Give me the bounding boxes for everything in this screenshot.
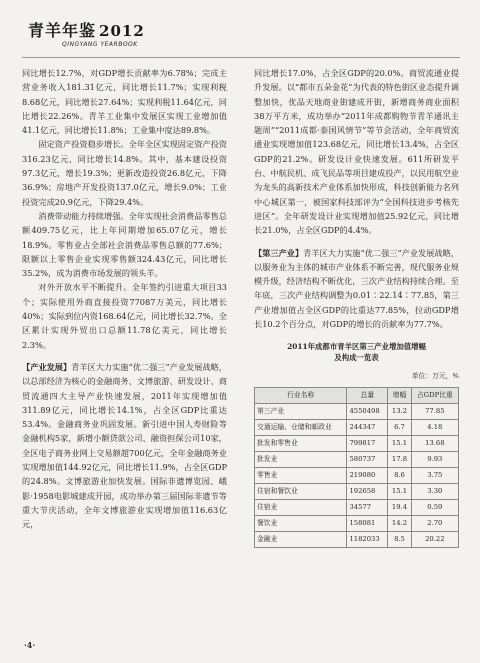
yearbook-logo bbox=[28, 18, 145, 41]
table-row bbox=[255, 435, 459, 451]
table-row bbox=[255, 467, 459, 483]
table-cell: 14.2 bbox=[388, 515, 411, 531]
left-column bbox=[22, 66, 227, 532]
table-row bbox=[255, 419, 459, 435]
table-cell: 580737 bbox=[347, 451, 388, 467]
third-industry-section bbox=[254, 246, 459, 332]
page-number: ·4· bbox=[24, 640, 36, 650]
table-cell: 34577 bbox=[347, 499, 388, 515]
table-row bbox=[255, 451, 459, 467]
table-unit: 单位：万元，% bbox=[411, 372, 459, 381]
industry-table bbox=[254, 387, 459, 548]
table-cell: 17.8 bbox=[388, 451, 411, 467]
table-cell: 13.2 bbox=[388, 403, 411, 419]
table-cell: 8.5 bbox=[388, 531, 411, 547]
table-title bbox=[254, 341, 459, 363]
table-cell: 15.1 bbox=[388, 483, 411, 499]
section-tag: 【第三产业】 bbox=[254, 247, 304, 258]
table-cell: 77.85 bbox=[411, 403, 458, 419]
table-cell: 住宿业 bbox=[255, 499, 347, 515]
table-header-row bbox=[255, 387, 459, 403]
page-header bbox=[22, 10, 462, 56]
table-cell: 19.4 bbox=[388, 499, 411, 515]
table-cell: 15.1 bbox=[388, 435, 411, 451]
table-cell: 3.30 bbox=[411, 483, 458, 499]
brand-name: 青羊年鉴 bbox=[28, 21, 97, 40]
column-header: 总量 bbox=[347, 387, 388, 403]
table-cell: 0.59 bbox=[411, 499, 458, 515]
table-cell: 158081 bbox=[347, 515, 388, 531]
table-cell: 批发和零售业 bbox=[255, 435, 347, 451]
header-divider bbox=[22, 57, 460, 58]
paragraph: 对外开放水平不断提升。全年签约引进重大项目33个；实际使用外商直接投资77087万美元，同比增长40%；实际到位内资168.64亿元，同比增长32.7%。全区累计实现外贸出口总额11.78亿美元，同比增长2.3%。 bbox=[22, 282, 227, 350]
table-cell: 9.93 bbox=[411, 451, 458, 467]
table-cell: 餐饮业 bbox=[255, 515, 347, 531]
table-title-line: 及构成一览表 bbox=[334, 353, 379, 363]
table-cell: 交通运输、仓储和邮政业 bbox=[255, 419, 347, 435]
brand-subtitle: QINGYANG YEARBOOK bbox=[62, 41, 138, 48]
section-text: 青羊区大力实施“优二强三”产业发展战略，以总部经济为核心的金融商务、文博旅游、研发设计、商贸流通四大主导产业快速发展，2011年实现增加值311.89亿元，同比增长14.1%，占全区GDP比重达53.4%。金融商务业巩固发展。新引进中国人寿财险等金融机构5家，新增小额贷款公司、融资担保公司10家，全区电子商务业网上交易额超700亿元，全年金融商务业实现增加值144.92亿元，同比增长11.9%，占全区GDP的24.8%。文博旅游业加快发展。国际非遗博览园、峨影·1958电影城建成开园，成功举办第三届国际非遗节等重大节庆活动，全年文博旅游业实现增加值116.63亿元， bbox=[22, 361, 227, 530]
paragraph: 同比增长12.7%，对GDP增长贡献率为6.78%；完成主营业务收入181.31亿元，同比增长11.7%；实现利税8.68亿元，同比增长27.64%；实现利税11.64亿元，同比增长22.26%。青羊工业集中发展区实现工业增加值41.1亿元，同比增长11.8%；工业集中度达89.8%。 bbox=[22, 68, 227, 136]
table-cell: 金融业 bbox=[255, 531, 347, 547]
table-cell: 799817 bbox=[347, 435, 388, 451]
section-tag: 【产业发展】 bbox=[22, 361, 72, 372]
paragraph: 固定资产投资稳步增长。全年全区实现固定资产投资316.23亿元，同比增长14.8%。其中，基本建设投资97.3亿元，增长19.3%；更新改造投资26.8亿元，下降36.9%；房地产开发投资137.0亿元，增长9.0%；工业投资完成20.9亿元，下降29.4%。 bbox=[22, 139, 227, 207]
table-cell: 219080 bbox=[347, 467, 388, 483]
table-cell: 1182033 bbox=[347, 531, 388, 547]
table-cell: 2.70 bbox=[411, 515, 458, 531]
table-cell: 零售业 bbox=[255, 467, 347, 483]
table-cell: 4550498 bbox=[347, 403, 388, 419]
table-row bbox=[255, 515, 459, 531]
table-row bbox=[255, 483, 459, 499]
paragraph: 消费带动能力持续增强。全年实现社会消费品零售总额409.75亿元，比上年同期增加65.07亿元，增长18.9%。零售业占全部社会消费品零售总额的77.6%；限额以上零售企业实现零售额324.43亿元，同比增长35.2%，成为消费市场发展的领头羊。 bbox=[22, 210, 227, 279]
table-cell: 第三产业 bbox=[255, 403, 347, 419]
paragraph: 同比增长17.0%，占全区GDP的20.0%。商贸流通业提升发展。以“都市五朵金花”为代表的特色街区业态提升调整加快，优品天地商业街建成开街，新增商务商业面积38万平方米，成功举办“2011年成都购物节青羊通讯主题周”“2011成都·泰国风情节”等节会活动，全年商贸流通业实现增加值123.68亿元，同比增长13.4%，占全区GDP的21.2%。研发设计业快速发展。611所研发平台、中航民机、成飞民品等项目建成投产，以民用航空业为龙头的高新技术产业体系加快形成，科技创新能力名列中心城区第一，被国家科技部评为“全国科技进步考核先进区”。全年研发设计业实现增加值25.92亿元，同比增长21.0%，占全区GDP的4.4%。 bbox=[254, 68, 459, 236]
column-header: 增幅 bbox=[388, 387, 411, 403]
table-cell: 192658 bbox=[347, 483, 388, 499]
table-cell: 批发业 bbox=[255, 451, 347, 467]
column-header: 占GDP比重 bbox=[411, 387, 458, 403]
table-cell: 住宿和餐饮业 bbox=[255, 483, 347, 499]
table-cell: 3.75 bbox=[411, 467, 458, 483]
right-column bbox=[254, 66, 459, 548]
table-cell: 244347 bbox=[347, 419, 388, 435]
table-cell: 8.6 bbox=[388, 467, 411, 483]
table-row bbox=[255, 499, 459, 515]
table-cell: 4.18 bbox=[411, 419, 458, 435]
table-cell: 13.68 bbox=[411, 435, 458, 451]
section-text: 青羊区大力实施“优二强三”产业发展战略，以服务业为主体的城市产业体系不断完善，现代服务业规模升级，经济结构不断优化，三次产业结构持续合理。至年底，三次产业结构调整为0.01∶22.14∶77.85，第三产业增加值占全区GDP的比重达77.85%，拉动GDP增长10.2个百分点，对GDP的增长的贡献率为77.7%。 bbox=[254, 247, 459, 330]
table-cell: 20.22 bbox=[411, 531, 458, 547]
table-title-line: 2011年成都市青羊区第三产业增加值增幅 bbox=[287, 342, 426, 352]
table-row bbox=[255, 531, 459, 547]
industry-section bbox=[22, 360, 227, 532]
brand-year: 2012 bbox=[99, 22, 145, 40]
table-cell: 6.7 bbox=[388, 419, 411, 435]
column-header: 行业名称 bbox=[255, 387, 347, 403]
table-row bbox=[255, 403, 459, 419]
